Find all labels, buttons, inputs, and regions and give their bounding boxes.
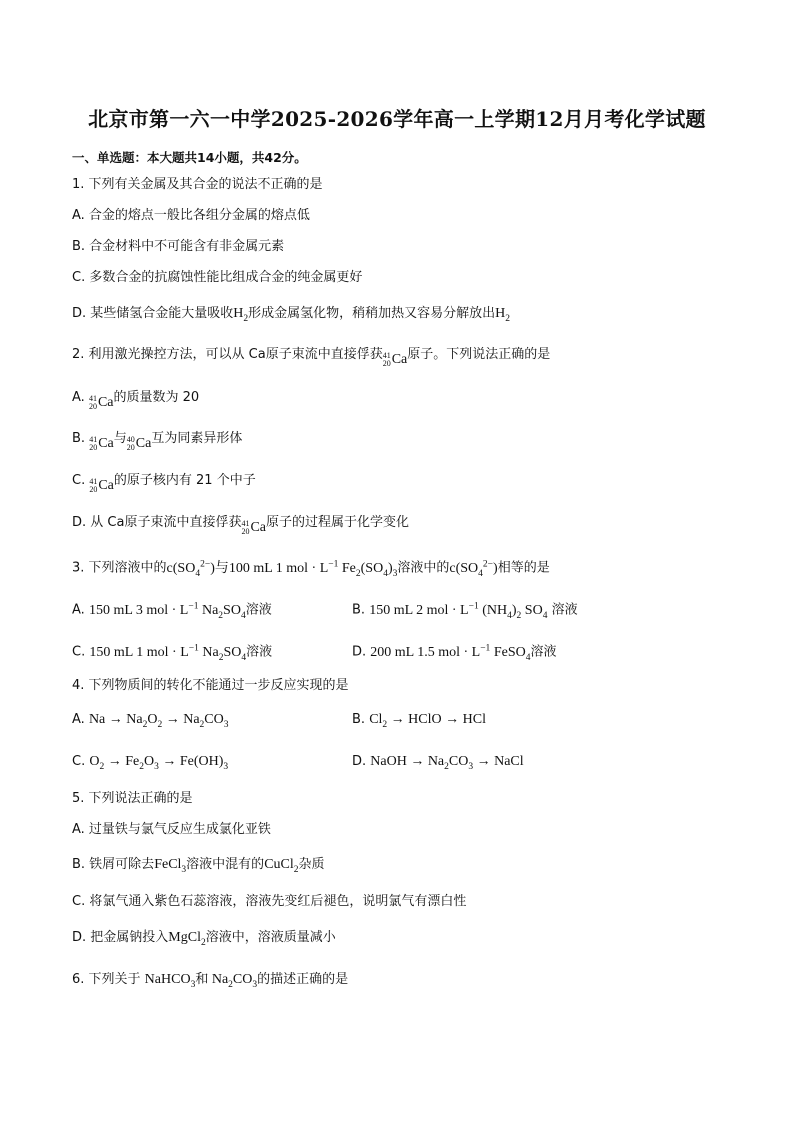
isotope-ca41: 41 20 Ca	[89, 435, 114, 452]
question-1-stem: 1. 下列有关金属及其合金的说法不正确的是	[72, 177, 323, 192]
formula-h2: $H_2$	[233, 306, 249, 324]
question-3-stem: 3. 下列溶液中的$c(SO_4^{2-})$与100 mL 1 mol · $L^{-1}$ $Fe_2(SO_4)_3$溶液中的$c(SO_4^{2-})$相等的是	[72, 559, 550, 579]
question-5-option-b: B. 铁屑可除去FeCl$_3$溶液中混有的CuCl$_2$杂质	[72, 857, 325, 875]
question-4-option-b: B. $Cl_2$ → HClO → HCl	[352, 712, 486, 730]
isotope-ca40: 40 20 Ca	[126, 435, 152, 452]
isotope-ca41: 41 20 Ca	[89, 477, 114, 494]
isotope-ca41: 41 20 Ca	[382, 351, 408, 368]
question-3-option-b: B. 150 mL 2 mol · $L^{-1}$ $(NH_4)_2$ $SO_4$ 溶液	[352, 601, 578, 621]
concentration-text: 与100 mL 1 mol · $L^{-1}$ $Fe_2(SO_4)_3$	[214, 559, 398, 579]
formula-h2: $H_2$	[495, 306, 511, 324]
question-2-option-b: B. 41 20 Ca 与 40 20 Ca 互为同素异形体	[72, 431, 243, 452]
question-4-stem: 4. 下列物质间的转化不能通过一步反应实现的是	[72, 678, 349, 693]
question-4-option-c: C. $O_2 \to Fe_2O_3 \to Fe(OH)_3$	[72, 754, 229, 772]
question-3-option-c: C. 150 mL 1 mol · $L^{-1}$ $Na_2SO_4$溶液	[72, 643, 273, 663]
question-2-option-a: A. 41 20 Ca 的质量数为 20	[72, 390, 200, 411]
question-3-option-a: A. 150 mL 3 mol · $L^{-1}$ $Na_2SO_4$溶液	[72, 601, 272, 621]
page-title: 北京市第一六一中学2025-2026学年高一上学期12月月考化学试题	[88, 107, 706, 131]
question-2-option-c: C. 41 20 Ca 的原子核内有 21 个中子	[72, 473, 256, 494]
question-1-option-d	[72, 304, 510, 329]
question-3-option-d: D. 200 mL 1.5 mol · $L^{-1}$ FeSO$_4$溶液	[352, 643, 557, 663]
question-2-option-d: D. 从 Ca原子束流中直接俘获 41 20 Ca 原子的过程属于化学变化	[72, 515, 410, 536]
question-6-stem: 6. 下列关于 NaHCO$_3$和 $Na_2CO_3$的描述正确的是	[72, 972, 349, 990]
formula-c-so4: $c(SO_4^{2-})$	[449, 559, 498, 579]
formula-c-so4: $c(SO_4^{2-})$	[166, 559, 215, 579]
option-text: D. 某些储氢合金能大量吸收	[72, 306, 234, 321]
question-5-option-a: A. 过量铁与氯气反应生成氯化亚铁	[72, 822, 271, 837]
question-1-option-c: C. 多数合金的抗腐蚀性能比组成合金的纯金属更好	[72, 270, 363, 285]
question-5-option-c: C. 将氯气通入紫色石蕊溶液，溶液先变红后褪色，说明氯气有漂白性	[72, 894, 467, 909]
question-2-stem: 2. 利用激光操控方法，可以从 Ca原子束流中直接俘获 41 20 Ca 原子。下列说法正确的是	[72, 347, 551, 368]
question-4-option-d: D. NaOH → $Na_2CO_3$ → NaCl	[352, 754, 524, 772]
question-1-option-a: A. 合金的熔点一般比各组分金属的熔点低	[72, 208, 310, 223]
section-heading: 一、单选题：本大题共14小题，共42分。	[72, 150, 307, 165]
question-5-option-d: D. 把金属钠投入MgCl$_2$溶液中，溶液质量减小	[72, 930, 336, 948]
question-5-stem: 5. 下列说法正确的是	[72, 791, 193, 806]
option-text: 形成金属氢化物，稍稍加热又容易分解放出	[248, 306, 496, 321]
isotope-ca41: 41 20 Ca	[88, 394, 114, 411]
isotope-ca41: 41 20 Ca	[241, 519, 267, 536]
question-4-option-a: A. $Na \to Na_2O_2 \to Na_2CO_3$	[72, 712, 229, 730]
question-1-option-b: B. 合金材料中不可能含有非金属元素	[72, 239, 285, 254]
